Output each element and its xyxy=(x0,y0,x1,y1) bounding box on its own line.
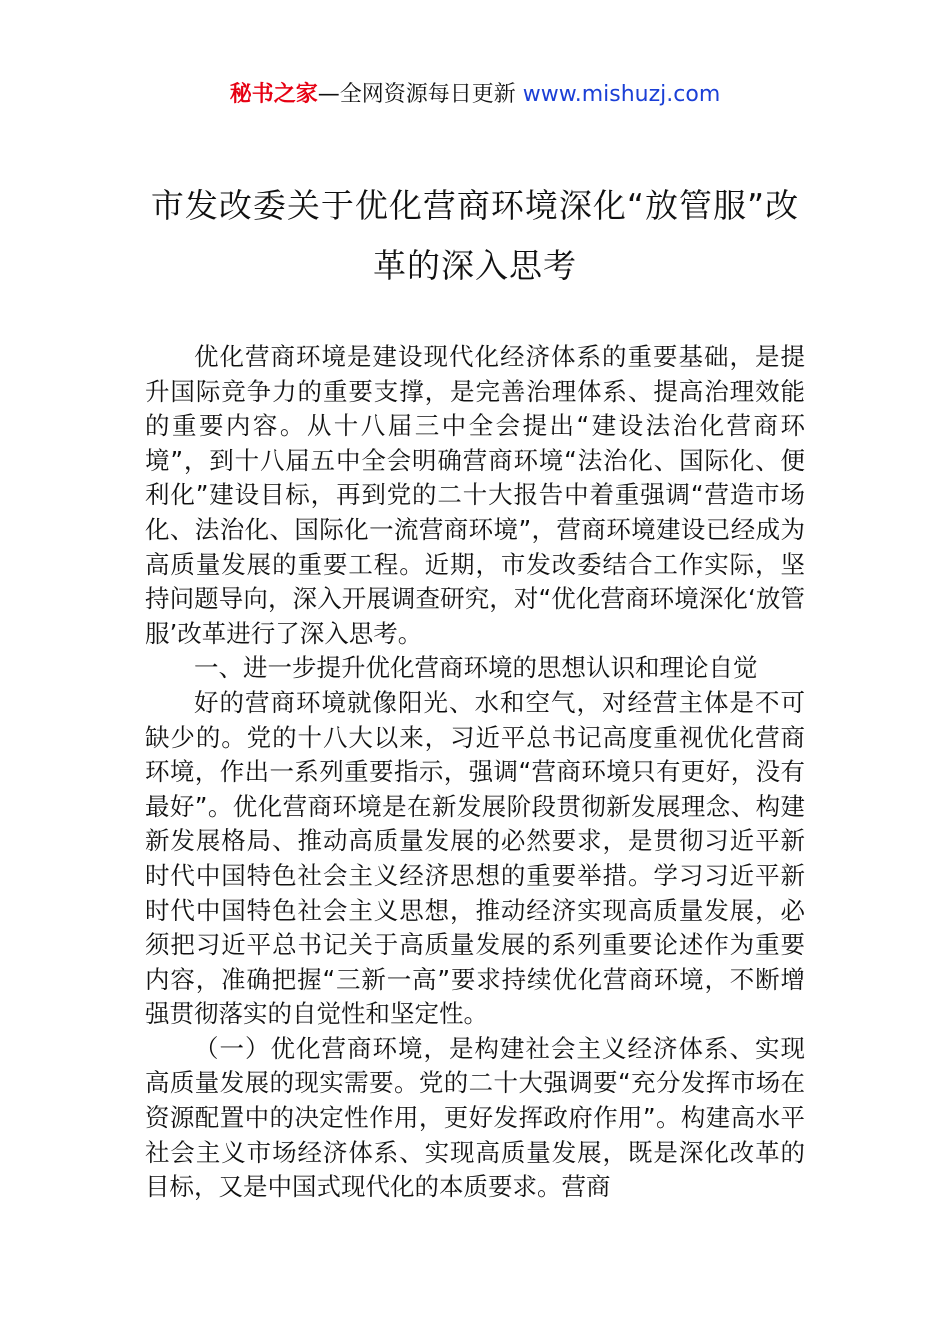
paragraph-section-1: 好的营商环境就像阳光、水和空气，对经营主体是不可缺少的。党的十八大以来，习近平总书记高度重视优化营商环境，作出一系列重要指示，强调“营商环境只有更好，没有最好”。优化营商环境是在新发展阶段贯彻新发展理念、构建新发展格局、推动高质量发展的必然要求，是贯彻习近平新时代中国特色社会主义经济思想的重要举措。学习习近平新时代中国特色社会主义思想，推动经济实现高质量发展，必须把习近平总书记关于高质量发展的系列重要论述作为重要内容，准确把握“三新一高”要求持续优化营商环境，不断增强贯彻落实的自觉性和坚定性。 xyxy=(145,687,805,1029)
site-tagline: —全网资源每日更新 xyxy=(317,82,523,107)
site-url-link[interactable]: www.mishuzj.com xyxy=(522,82,721,107)
paragraph-intro: 优化营商环境是建设现代化经济体系的重要基础，是提升国际竞争力的重要支撑，是完善治理体系、提高治理效能的重要内容。从十八届三中全会提出“建设法治化营商环境”，到十八届五中全会明确营商环境“法治化、国际化、便利化”建设目标，再到党的二十大报告中着重强调“营造市场化、法治化、国际化一流营商环境”，营商环境建设已经成为高质量发展的重要工程。近期，市发改委结合工作实际，坚持问题导向，深入开展调查研究，对“优化营商环境深化‘放管服’改革进行了深入思考。 xyxy=(145,342,805,648)
document-body xyxy=(145,340,805,1205)
paragraph-subsection-1: （一）优化营商环境，是构建社会主义经济体系、实现高质量发展的现实需要。党的二十大强调要“充分发挥市场在资源配置中的决定性作用，更好发挥政府作用”。构建高水平社会主义市场经济体系、实现高质量发展，既是深化改革的目标，又是中国式现代化的本质要求。营商 xyxy=(145,1033,805,1202)
site-brand: 秘书之家 xyxy=(229,82,318,107)
section-heading-1: 一、进一步提升优化营商环境的思想认识和理论自觉 xyxy=(194,653,758,683)
site-header xyxy=(0,80,950,110)
document-title: 市发改委关于优化营商环境深化“放管服”改革的深入思考 xyxy=(150,186,800,285)
